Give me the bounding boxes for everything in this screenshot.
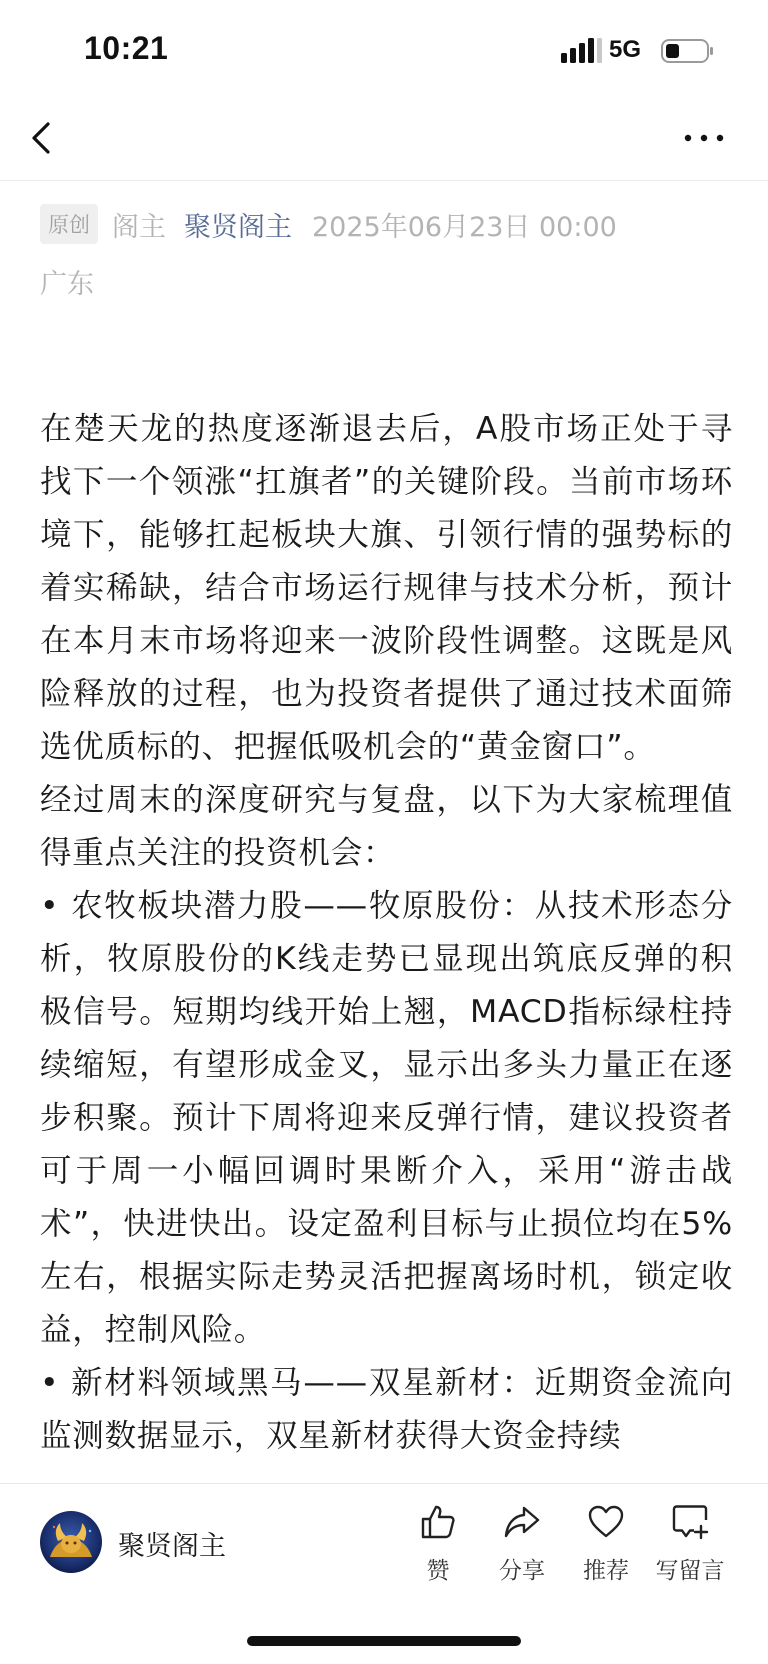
status-bar [0, 0, 768, 100]
share-button[interactable] [477, 1502, 567, 1592]
back-icon[interactable] [26, 118, 62, 158]
original-badge: 原创 [40, 204, 98, 244]
home-indicator[interactable] [247, 1636, 521, 1646]
battery-icon [661, 38, 715, 64]
more-icon[interactable] [682, 128, 726, 148]
avatar[interactable] [40, 1511, 102, 1573]
bull-logo-icon [40, 1511, 102, 1573]
author-label: 阁主 [112, 211, 166, 243]
network-label: 5G [609, 36, 642, 63]
comment-button[interactable] [645, 1502, 735, 1592]
share-icon [502, 1502, 542, 1542]
article-paragraph: 在楚天龙的热度逐渐退去后，A股市场正处于寻找下一个领涨“扛旗者”的关键阶段。当前市场环境下，能够扛起板块大旗、引领行情的强势标的着实稀缺，结合市场运行规律与技术分析，预计在本月末市场将迎来一波阶段性调整。这既是风险释放的过程，也为投资者提供了通过技术面筛选优质标的、把握低吸机会的“黄金窗口”。 [40, 411, 733, 765]
status-time: 10:21 [84, 30, 169, 66]
article-paragraph: 经过周末的深度研究与复盘，以下为大家梳理值得重点关注的投资机会： [40, 782, 733, 871]
like-label: 赞 [426, 1558, 450, 1584]
account-link[interactable]: 聚贤阁主 [184, 211, 292, 243]
comment-label: 写留言 [655, 1558, 725, 1584]
thumbs-up-icon [418, 1502, 458, 1542]
signal-icon [561, 38, 603, 64]
footer-account-name[interactable]: 聚贤阁主 [118, 1531, 226, 1562]
publish-location: 广东 [40, 269, 94, 300]
bottom-action-bar [0, 1483, 768, 1664]
comment-icon [670, 1502, 710, 1542]
article-body [40, 403, 733, 1480]
recommend-label: 推荐 [583, 1558, 629, 1584]
like-button[interactable] [393, 1502, 483, 1592]
recommend-button[interactable] [561, 1502, 651, 1592]
nav-bar [0, 100, 768, 181]
share-label: 分享 [499, 1558, 545, 1584]
article-paragraph: • 农牧板块潜力股——牧原股份：从技术形态分析，牧原股份的K线走势已显现出筑底反弹的积极信号。短期均线开始上翘，MACD指标绿柱持续缩短，有望形成金叉，显示出多头力量正在逐步积聚。预计下周将迎来反弹行情，建议投资者可于周一小幅回调时果断介入，采用“游击战术”，快进快出。设定盈利目标与止损位均在5%左右，根据实际走势灵活把握离场时机，锁定收益，控制风险。 [40, 888, 733, 1348]
publish-date: 2025年06月23日 00:00 [312, 211, 617, 243]
heart-icon [586, 1502, 626, 1542]
article-meta [40, 202, 617, 246]
article-paragraph: • 新材料领域黑马——双星新材：近期资金流向监测数据显示，双星新材获得大资金持续 [40, 1365, 733, 1454]
